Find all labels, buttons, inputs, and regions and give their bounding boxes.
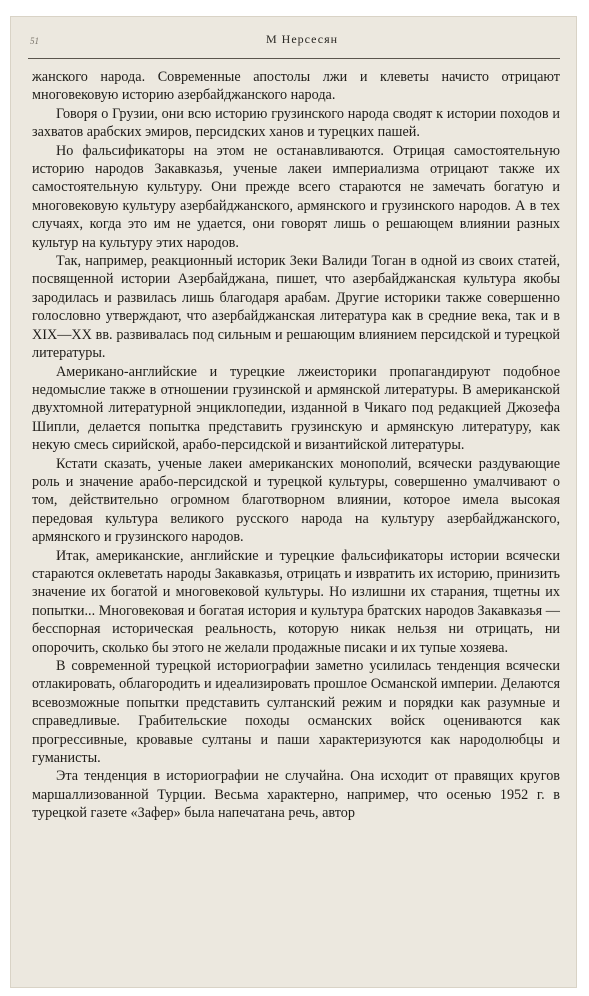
paragraph: жанского народа. Современные апостолы лжи и клеветы начисто отрицают многовековую историю азербайджанского народа. [32, 69, 560, 104]
paragraph: Кстати сказать, ученые лакеи американских монополий, всячески раздувающие роль и значение арабо-персидской и турецкой культуры, совершенно умалчивают о том, действительно огромном благотворном влиянии, которое имела высокая передовая культура великого русского народа на культуру азербайджанского, армянского и грузинского народов. [32, 455, 560, 546]
paragraph: Эта тенденция в историографии не случайна. Она исходит от правящих кругов маршаллизованной Турции. Весьма характерно, например, что осенью 1952 г. в турецкой газете «Зафер» была напечатана речь, автор [32, 768, 560, 822]
paragraph: Говоря о Грузии, они всю историю грузинского народа сводят к истории походов и захватов арабских эмиров, персидских ханов и турецких пашей. [32, 105, 560, 141]
body-text [32, 68, 560, 823]
page-header [26, 26, 561, 50]
page-number: 51 [30, 36, 39, 46]
paragraph: Итак, американские, английские и турецкие фальсификаторы истории всячески стараются оклеветать народы Закавказья, отрицать и извратить их историю, принизить значение их богатой и многовековой культуры. Но излишни их старания, тщетны их попытки... Многовековая и богатая история и культура братских народов Закавказья — бесспорная историческая реальность, которую никак нельзя ни отрицать, ни опорочить, сколько бы этого не желали продажные писаки и их тупые хозяева. [32, 547, 560, 656]
paragraph: Так, например, реакционный историк Зеки Валиди Тоган в одной из своих статей, посвященной истории Азербайджана, пишет, что азербайджанская культура якобы зародилась и развилась лишь благодаря арабам. Другие историки также совершенно голословно утверждают, что азербайджанская литература как в средние века, так и в XIX—XX вв. развивалась под сильным и решающим влиянием персидской и турецкой литературы. [32, 253, 560, 362]
running-head: М Нерсесян [266, 32, 339, 46]
paragraph: В современной турецкой историографии заметно усилилась тенденция всячески отлакировать, облагородить и идеализировать прошлое Османской империи. Делаются всевозможные попытки представить султанский режим и порядки как разумные и справедливые. Грабительские походы османских войск оцениваются как прогрессивные, кровавые султаны и паши характеризуются как народолюбцы и гуманисты. [32, 658, 560, 767]
paragraph: Но фальсификаторы на этом не останавливаются. Отрицая самостоятельную историю народов Закавказья, ученые лакеи империализма отрицают также их самостоятельную культуру. Они прежде всего стараются не замечать богатую и многовековую культуру азербайджанского, армянского и грузинского народов. А в тех случаях, когда это им не удается, они говорят лишь о решающем влиянии разных культур на культуру этих народов. [32, 142, 560, 251]
paragraph: Американо-английские и турецкие лжеисторики пропагандируют подобное недомыслие также в отношении грузинской и армянской литературы. В американской двухтомной литературной энциклопедии, изданной в Чикаго под редакцией Джозефа Шипли, делается попытка представить грузинскую и армянскую литературу, как некую смесь сирийской, арабо-персидской и византийской литературы. [32, 363, 560, 454]
header-rule [28, 58, 560, 59]
book-page [10, 16, 577, 988]
